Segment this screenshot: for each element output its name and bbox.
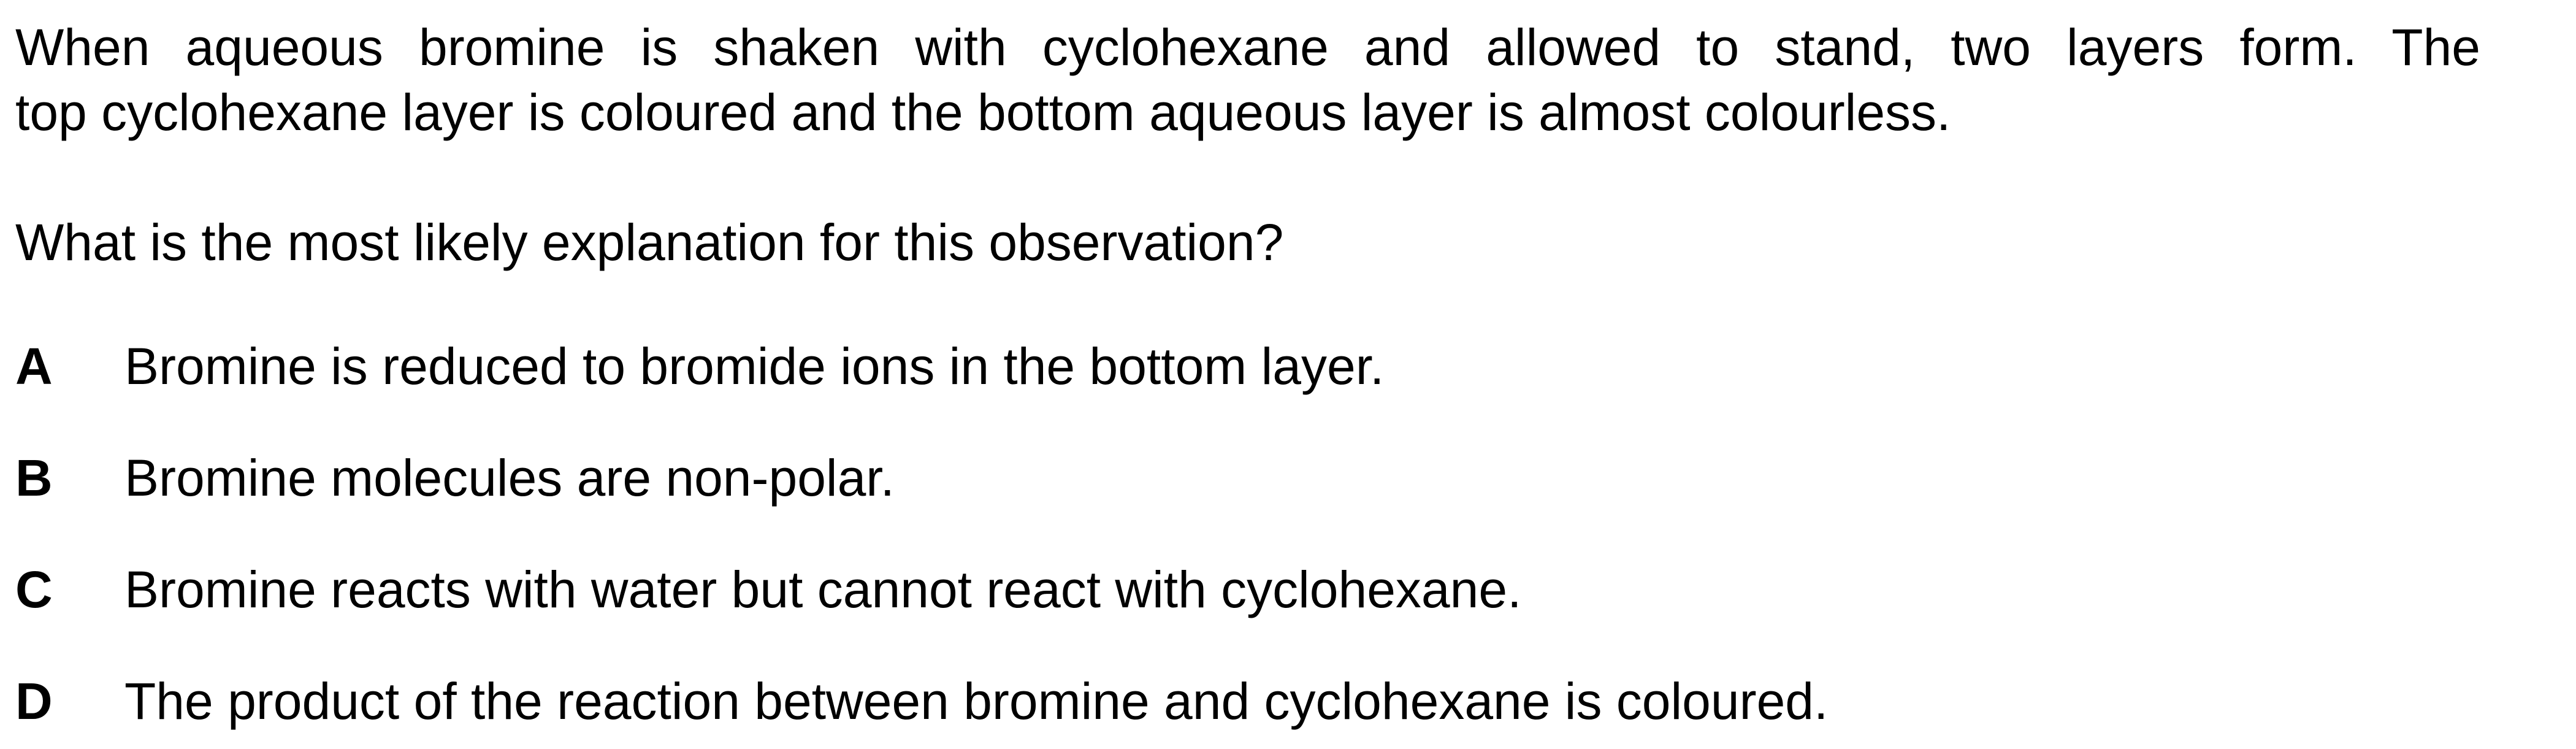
question-stem-line-1: When aqueous bromine is shaken with cyclohexane and allowed to stand, two layers form. The [15, 18, 2480, 76]
option-text: The product of the reaction between bromine and cyclohexane is coloured. [124, 672, 1829, 730]
question-stem-line-2: top cyclohexane layer is coloured and the bottom aqueous layer is almost colourless. [15, 83, 1951, 141]
option-text: Bromine reacts with water but cannot react with cyclohexane. [124, 561, 1522, 618]
option-text: Bromine molecules are non-polar. [124, 449, 895, 507]
option-letter: D [15, 672, 53, 730]
option-letter: B [15, 449, 53, 507]
option-text: Bromine is reduced to bromide ions in the bottom layer. [124, 337, 1385, 395]
question-prompt: What is the most likely explanation for this observation? [15, 213, 1284, 271]
option-letter: A [15, 337, 53, 395]
option-letter: C [15, 561, 53, 618]
